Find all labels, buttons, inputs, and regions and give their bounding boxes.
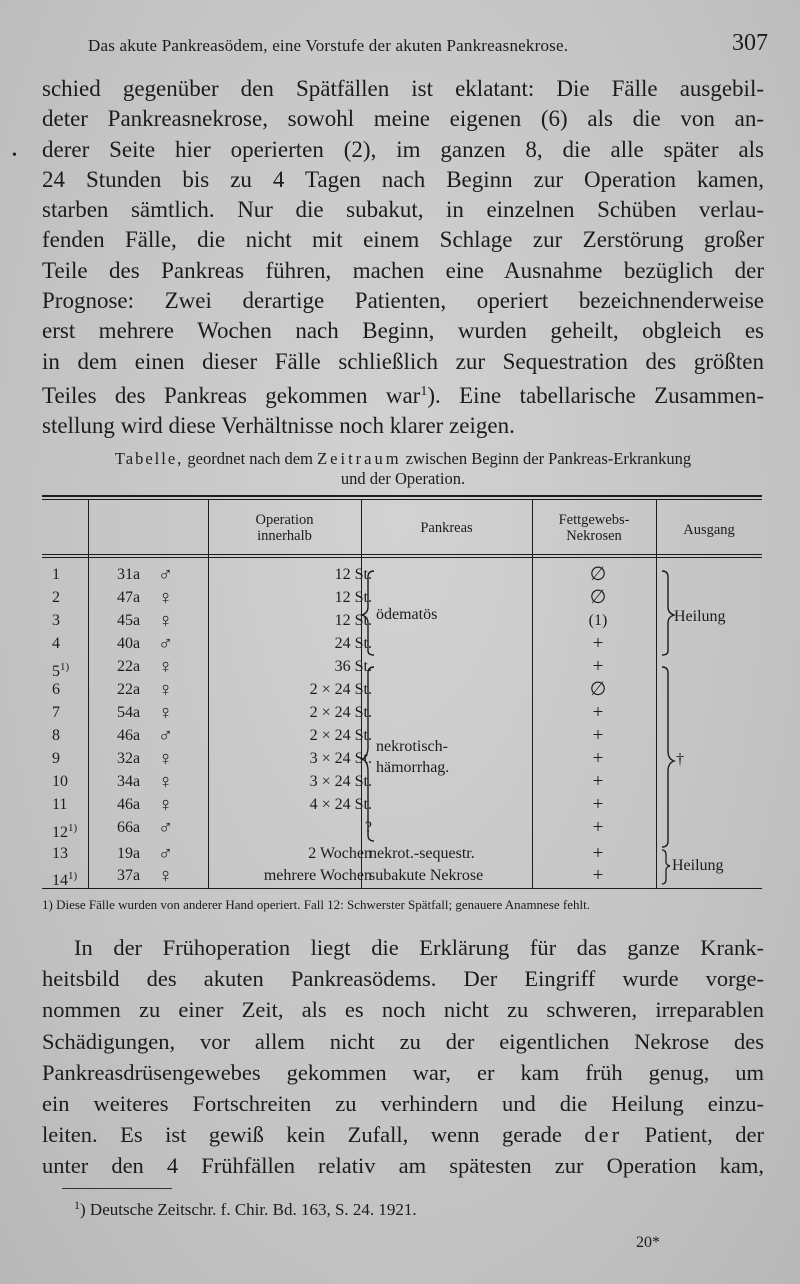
patient-age: 37a [117,867,141,884]
row-number-text: 12 [52,824,68,841]
patient-age: 54a [117,704,141,721]
table-caption [42,449,764,489]
pankreas-row13: nekrot.-sequestr. [369,845,475,862]
text-line: nommen zu einer Zeit, als es noch nicht zu schweren, irreparablen [42,997,764,1023]
row-number: 11 [52,796,68,813]
patient-age: 40a [117,635,141,652]
fettgewebs-value: ∅ [589,564,607,585]
fettgewebs-value: + [592,748,604,769]
operation-time: 2 Wochen [308,845,372,862]
caption-text: zwischen Beginn der Pankreas-Erkrankung [405,449,692,468]
brace-ausgang-group-3 [662,850,670,884]
text-fragment: ). Eine tabellarische Zusammen- [427,382,764,408]
operation-time: 3 × 24 St. [309,750,372,767]
text-line: in dem einen dieser Fälle schließlich zur Sequestration des größten [42,348,764,374]
text-line: starben sämtlich. Nur die subakut, in einzelnen Schüben verlau- [42,197,764,223]
ausgang-heilung-1: Heilung [674,608,726,625]
row-number-text: 5 [52,663,60,680]
footnote-rule [62,1188,172,1189]
patient-age: 46a [117,727,141,744]
text-line: unter den 4 Frühfällen relativ am spätesten zur Operation kam, [42,1153,764,1179]
fettgewebs-value: + [592,865,604,886]
paragraph-1 [42,74,764,442]
brace-ausgang-group-2 [662,667,674,847]
patient-age: 66a [117,819,141,836]
patient-age: 34a [117,773,141,790]
brace-layer [42,495,762,890]
patient-age: 46a [117,796,141,813]
text-line [42,377,764,411]
caption-line-2: und der Operation. [340,469,466,488]
fettgewebs-value: + [592,817,604,838]
sex-symbol: ♂ [158,564,173,586]
operation-time: 2 × 24 St. [309,727,372,744]
running-title: Das akute Pankreasödem, eine Vorstufe der akuten Pankreasnekrose. [88,36,569,55]
brace-pankreas-group-2 [362,667,374,841]
text-line: fenden Fälle, die nicht mit einem Schlage zur Zerstörung großer [42,227,764,253]
sex-symbol: ♀ [158,656,173,678]
operation-time: 4 × 24 St. [309,796,372,813]
running-head [88,30,768,60]
header-pankreas: Pankreas [420,520,473,536]
operation-time: mehrere Wochen [263,867,372,884]
operation-time: ? [364,819,372,836]
caption-emphasis: Zeitraum [317,449,402,468]
operation-time: 12 St. [334,589,372,606]
text-fragment: Patient, der [644,1122,765,1148]
text-line: Prognose: Zwei derartige Patienten, operiert bezeichnenderweise [42,288,764,314]
row-number-text: 14 [52,872,68,889]
sex-symbol: ♀ [158,587,173,609]
header-text: Nekrosen [566,528,622,544]
page-footnote [74,1198,417,1220]
row-number: 13 [52,845,68,862]
row-number: 10 [52,773,68,790]
row-number: 3 [52,612,60,629]
text-line: Schädigungen, vor allem nicht zu der eigentlichen Nekrose des [42,1028,764,1054]
sex-symbol: ♂ [158,843,173,865]
sex-symbol: ♀ [158,610,173,632]
text-line [42,1119,764,1150]
sex-symbol: ♀ [158,794,173,816]
brace-ausgang-group-1 [662,571,674,655]
text-fragment: Teiles des Pankreas gekommen war [42,382,421,408]
pankreas-group-oedematoes: ödematös [376,606,438,623]
fettgewebs-value: + [592,794,604,815]
ausgang-heilung-2: Heilung [672,857,724,874]
brace-pankreas-group-1 [362,571,374,655]
row-number: 1 [52,566,60,583]
fettgewebs-value: + [592,633,604,654]
text-line: ein weiteres Fortschreiten zu verhindern und die Heilung einzu- [42,1091,764,1117]
patient-age: 47a [117,589,141,606]
footnote-ref: 1 [420,383,428,399]
sex-symbol: ♂ [158,725,173,747]
text-line: stellung wird diese Verhältnisse noch klarer zeigen. [42,413,515,439]
text-line: derer Seite hier operierten (2), im ganzen 8, die alle später als [42,136,764,162]
patient-age: 45a [117,612,141,629]
sex-symbol: ♂ [158,633,173,655]
text-line: In der Frühoperation liegt die Erklärung für das ganze Krank- [74,935,764,960]
row-number: 6 [52,681,60,698]
margin-mark: • [12,148,17,163]
row-number: 7 [52,704,60,721]
table-footnote: 1) Diese Fälle wurden von anderer Hand operiert. Fall 12: Schwerster Spätfall; genauere Anamnese fehlt. [42,897,590,912]
header-ausgang: Ausgang [683,522,735,538]
operation-time: 24 St. [334,635,372,652]
caption-text: geordnet nach dem [187,449,313,468]
header-text: Fettgewebs- [558,512,630,528]
ausgang-dagger: † [676,751,684,768]
text-line: deter Pankreasnekrose, sowohl meine eigenen (6) als die von an- [42,106,764,132]
text-line: Pankreasdrüsengewebes gekommen war, er kam früh genug, um [42,1059,764,1085]
operation-time: 3 × 24 St. [309,773,372,790]
operation-time: 2 × 24 St. [309,681,372,698]
patient-age: 22a [117,681,141,698]
sex-symbol: ♀ [158,771,173,793]
operation-time: 12 St. [334,612,372,629]
caption-label: Tabelle, [114,449,184,468]
sex-symbol: ♂ [158,817,173,839]
text-line: schied gegenüber den Spätfällen ist eklatant: Die Fälle ausgebil- [42,76,764,101]
pankreas-group-nekrotisch-line2: hämorrhag. [376,759,450,776]
pankreas-group-nekrotisch-line1: nekrotisch- [376,738,448,755]
sex-symbol: ♀ [158,748,173,770]
row-number: 8 [52,727,60,744]
patient-age: 19a [117,845,141,862]
sex-symbol: ♀ [158,702,173,724]
operation-time: 2 × 24 St. [309,704,372,721]
sex-symbol: ♀ [158,865,173,887]
text-line: heitsbild des akuten Pankreasödems. Der Eingriff wurde vorge- [42,966,764,992]
footnote-marker: 1 [74,1198,80,1212]
footnote-ref: 1) [60,661,70,673]
fettgewebs-value: + [592,725,604,746]
fettgewebs-value: ∅ [589,679,607,700]
pankreas-row14: subakute Nekrose [369,867,484,884]
row-number: 2 [52,589,60,606]
footnote-ref: 1) [68,822,78,834]
patient-age: 22a [117,658,141,675]
footnote-text: ) Deutsche Zeitschr. f. Chir. Bd. 163, S. 24. 1921. [80,1200,417,1219]
patient-age: 31a [117,566,141,583]
header-text: innerhalb [257,528,312,544]
fettgewebs-value: + [592,702,604,723]
caption-line-1 [42,449,764,469]
fettgewebs-value: + [592,843,604,864]
sex-symbol: ♀ [158,679,173,701]
page-number: 307 [732,30,768,56]
fettgewebs-value: ∅ [589,587,607,608]
footnote-ref: 1) [68,870,78,882]
paragraph-2 [42,932,764,1182]
text-line: erst mehrere Wochen nach Beginn, wurden geheilt, obgleich es [42,318,764,344]
text-line: 24 Stunden bis zu 4 Tagen nach Beginn zur Operation kamen, [42,166,764,192]
fettgewebs-value: + [592,656,604,677]
row-number: 4 [52,635,60,652]
header-text: Operation [255,512,314,528]
operation-time: 36 St. [334,658,372,675]
emphasis-der: der [584,1122,623,1148]
signature-mark: 20* [636,1234,660,1251]
row-number: 9 [52,750,60,767]
fettgewebs-value: (1) [588,612,608,629]
operation-time: 12 St. [334,566,372,583]
fettgewebs-value: + [592,771,604,792]
patient-age: 32a [117,750,141,767]
text-fragment: leiten. Es ist gewiß kein Zufall, wenn gerade [42,1122,562,1148]
text-line: Teile des Pankreas führen, machen eine Ausnahme bezüglich der [42,257,764,283]
data-table [42,495,762,890]
